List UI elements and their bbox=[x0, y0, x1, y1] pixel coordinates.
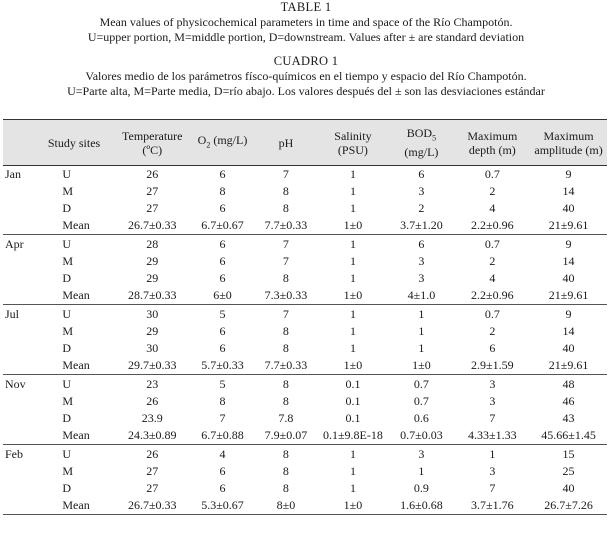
o2-cell: 6.7±0.88 bbox=[191, 427, 254, 445]
site-cell: M bbox=[62, 324, 74, 339]
table-row bbox=[3, 166, 607, 184]
amp-cell: 43 bbox=[562, 411, 575, 426]
temp-cell: 29 bbox=[146, 324, 159, 339]
depth-cell: 7 bbox=[489, 411, 496, 426]
amp-cell: 14 bbox=[562, 184, 575, 199]
amp-cell: 40 bbox=[562, 201, 575, 216]
table-row bbox=[3, 306, 607, 323]
mean-row bbox=[3, 217, 607, 235]
amp-cell: 15 bbox=[562, 447, 575, 462]
ph-cell: 7.7±0.33 bbox=[254, 357, 317, 375]
bod-cell: 0.7±0.03 bbox=[388, 427, 454, 445]
amp-cell: 21±9.61 bbox=[530, 217, 607, 235]
physicochemical-table bbox=[3, 119, 607, 515]
header-amplitude-unit: amplitude (m) bbox=[534, 142, 603, 157]
depth-cell: 3 bbox=[489, 394, 496, 409]
table-row bbox=[3, 270, 607, 287]
caption-en-line1: Mean values of physicochemical parameters in time and space of the Río Champotón. bbox=[99, 15, 513, 29]
temp-cell: 27 bbox=[146, 481, 159, 496]
site-cell: U bbox=[62, 237, 72, 252]
sal-cell: 1 bbox=[349, 341, 356, 356]
o2-cell: 6 bbox=[219, 464, 226, 479]
o2-cell: 6 bbox=[219, 254, 226, 269]
depth-cell: 7 bbox=[489, 481, 496, 496]
depth-cell: 6 bbox=[489, 341, 496, 356]
sal-cell: 1 bbox=[349, 307, 356, 322]
site-cell: U bbox=[62, 447, 72, 462]
caption-es-line1: Valores medio de los parámetros físco-químicos en el tiempo y espacio del Río Champotón. bbox=[85, 69, 527, 83]
amp-cell: 9 bbox=[565, 237, 572, 252]
header-temperature bbox=[114, 120, 191, 166]
o2-cell: 6 bbox=[219, 237, 226, 252]
header-salinity bbox=[318, 120, 389, 166]
sal-cell: 1 bbox=[349, 464, 356, 479]
temp-cell: 28.7±0.33 bbox=[114, 287, 191, 305]
ph-cell: 7.8 bbox=[278, 411, 294, 426]
bod-cell: 1 bbox=[418, 324, 425, 339]
table-row bbox=[3, 446, 607, 463]
ph-cell: 7 bbox=[282, 167, 289, 182]
header-depth-label: Maximum bbox=[467, 128, 518, 143]
amp-cell: 25 bbox=[562, 464, 575, 479]
site-cell: Mean bbox=[34, 427, 113, 445]
amp-cell: 9 bbox=[565, 307, 572, 322]
ph-cell: 7 bbox=[282, 254, 289, 269]
temp-cell: 23.9 bbox=[141, 411, 163, 426]
bod-cell: 0.9 bbox=[413, 481, 429, 496]
o2-cell: 6 bbox=[219, 341, 226, 356]
caption-english bbox=[0, 0, 612, 45]
o2-cell: 5.7±0.33 bbox=[191, 357, 254, 375]
header-max-depth bbox=[455, 120, 531, 166]
temp-cell: 24.3±0.89 bbox=[114, 427, 191, 445]
depth-cell: 2.2±0.96 bbox=[455, 217, 531, 235]
o2-cell: 6 bbox=[219, 324, 226, 339]
header-amplitude-label: Maximum bbox=[543, 128, 594, 143]
month-cell: Jan bbox=[5, 167, 21, 182]
month-cell bbox=[3, 480, 34, 497]
header-oxygen-unit: (mg/L) bbox=[210, 133, 248, 147]
site-cell: M bbox=[62, 464, 74, 479]
amp-cell: 14 bbox=[562, 254, 575, 269]
header-salinity-label: Salinity bbox=[334, 128, 372, 143]
depth-cell: 0.7 bbox=[484, 237, 500, 252]
header-month bbox=[3, 120, 34, 166]
o2-cell: 5 bbox=[219, 377, 226, 392]
month-cell bbox=[3, 323, 34, 340]
table-row bbox=[3, 236, 607, 253]
bod-cell: 2 bbox=[418, 201, 425, 216]
site-cell: Mean bbox=[34, 287, 113, 305]
bod-cell: 4±1.0 bbox=[388, 287, 454, 305]
sal-cell: 1 bbox=[349, 184, 356, 199]
bod-cell: 3.7±1.20 bbox=[388, 217, 454, 235]
mean-row bbox=[3, 357, 607, 375]
temp-cell: 26.7±0.33 bbox=[114, 497, 191, 515]
site-cell: M bbox=[62, 184, 74, 199]
o2-cell: 8 bbox=[219, 394, 226, 409]
temp-cell: 26 bbox=[146, 394, 159, 409]
month-cell bbox=[3, 270, 34, 287]
site-cell: U bbox=[62, 377, 72, 392]
ph-cell: 7.7±0.33 bbox=[254, 217, 317, 235]
header-depth-unit: depth (m) bbox=[468, 142, 516, 157]
bod-cell: 0.7 bbox=[413, 394, 429, 409]
temp-cell: 28 bbox=[146, 237, 159, 252]
table-row bbox=[3, 376, 607, 393]
amp-cell: 46 bbox=[562, 394, 575, 409]
depth-cell: 3.7±1.76 bbox=[455, 497, 531, 515]
temp-cell: 27 bbox=[146, 184, 159, 199]
o2-cell: 5 bbox=[219, 307, 226, 322]
amp-cell: 40 bbox=[562, 271, 575, 286]
ph-cell: 8±0 bbox=[254, 497, 317, 515]
amp-cell: 26.7±7.26 bbox=[530, 497, 607, 515]
month-cell bbox=[3, 287, 34, 305]
temp-cell: 29.7±0.33 bbox=[114, 357, 191, 375]
bod-cell: 3 bbox=[418, 271, 425, 286]
ph-cell: 7 bbox=[282, 307, 289, 322]
amp-cell: 14 bbox=[562, 324, 575, 339]
caption-es-line2: U=Parte alta, M=Parte media, D=río abajo. Los valores después del ± son las desviaciones estándar bbox=[67, 84, 545, 98]
depth-cell: 4.33±1.33 bbox=[455, 427, 531, 445]
temp-cell: 30 bbox=[146, 307, 159, 322]
bod-cell: 1 bbox=[418, 341, 425, 356]
mean-row bbox=[3, 427, 607, 445]
header-oxygen-label: O bbox=[197, 133, 207, 147]
month-cell bbox=[3, 357, 34, 375]
ph-cell: 8 bbox=[282, 394, 289, 409]
amp-cell: 40 bbox=[562, 341, 575, 356]
bod-cell: 1 bbox=[418, 307, 425, 322]
month-cell bbox=[3, 200, 34, 217]
o2-cell: 4 bbox=[219, 447, 226, 462]
temp-cell: 23 bbox=[146, 377, 159, 392]
mean-row bbox=[3, 287, 607, 305]
table-row bbox=[3, 480, 607, 497]
site-cell: M bbox=[62, 394, 74, 409]
ph-cell: 8 bbox=[282, 481, 289, 496]
header-bod-unit: (mg/L) bbox=[404, 145, 439, 160]
o2-cell: 7 bbox=[219, 411, 226, 426]
bod-cell: 1 bbox=[418, 464, 425, 479]
month-cell bbox=[3, 427, 34, 445]
depth-cell: 2 bbox=[489, 184, 496, 199]
sal-cell: 1 bbox=[349, 237, 356, 252]
month-cell bbox=[3, 183, 34, 200]
sal-cell: 1 bbox=[349, 167, 356, 182]
table-body bbox=[3, 166, 607, 515]
table-row bbox=[3, 200, 607, 217]
sal-cell: 0.1 bbox=[345, 377, 361, 392]
month-cell: Apr bbox=[5, 237, 24, 252]
caption-en-line2: U=upper portion, M=middle portion, D=downstream. Values after ± are standard deviation bbox=[87, 30, 525, 44]
sal-cell: 1 bbox=[349, 324, 356, 339]
table-row bbox=[3, 253, 607, 270]
sal-cell: 1 bbox=[349, 201, 356, 216]
depth-cell: 2.9±1.59 bbox=[455, 357, 531, 375]
sal-cell: 1±0 bbox=[318, 217, 389, 235]
site-cell: D bbox=[62, 271, 72, 286]
bod-cell: 6 bbox=[418, 237, 425, 252]
bod-cell: 3 bbox=[418, 254, 425, 269]
header-temperature-unit: (ºC) bbox=[142, 142, 163, 157]
depth-cell: 4 bbox=[489, 271, 496, 286]
temp-cell: 26 bbox=[146, 447, 159, 462]
table-row bbox=[3, 463, 607, 480]
ph-cell: 8 bbox=[282, 464, 289, 479]
month-cell bbox=[3, 497, 34, 515]
header-bod-label: BOD bbox=[406, 126, 433, 140]
temp-cell: 29 bbox=[146, 254, 159, 269]
site-cell: U bbox=[62, 167, 72, 182]
ph-cell: 7 bbox=[282, 237, 289, 252]
temp-cell: 27 bbox=[146, 201, 159, 216]
depth-cell: 2 bbox=[489, 254, 496, 269]
depth-cell: 3 bbox=[489, 464, 496, 479]
table-row bbox=[3, 410, 607, 427]
table-title-en: TABLE 1 bbox=[280, 0, 332, 14]
sal-value: 0.1±9.8E-18 bbox=[322, 428, 383, 443]
site-cell: Mean bbox=[34, 357, 113, 375]
header-bod-sub: 5 bbox=[432, 133, 437, 143]
depth-cell: 2 bbox=[489, 324, 496, 339]
temp-cell: 26.7±0.33 bbox=[114, 217, 191, 235]
o2-cell: 6 bbox=[219, 167, 226, 182]
month-cell bbox=[3, 340, 34, 357]
amp-cell: 21±9.61 bbox=[530, 287, 607, 305]
temp-cell: 29 bbox=[146, 271, 159, 286]
sal-cell: 1 bbox=[349, 254, 356, 269]
site-cell: Mean bbox=[34, 217, 113, 235]
ph-cell: 8 bbox=[282, 447, 289, 462]
header-oxygen bbox=[191, 120, 254, 166]
table-row bbox=[3, 340, 607, 357]
sal-cell: 1±0 bbox=[318, 497, 389, 515]
depth-cell: 1 bbox=[489, 447, 496, 462]
month-cell bbox=[3, 217, 34, 235]
ph-cell: 8 bbox=[282, 201, 289, 216]
header-study-sites: Study sites bbox=[34, 120, 113, 166]
table-row bbox=[3, 393, 607, 410]
site-cell: D bbox=[62, 411, 72, 426]
ph-cell: 8 bbox=[282, 184, 289, 199]
sal-cell: 0.1 bbox=[345, 411, 361, 426]
depth-cell: 3 bbox=[489, 377, 496, 392]
header-salinity-unit: (PSU) bbox=[337, 142, 368, 157]
site-cell: D bbox=[62, 481, 72, 496]
month-cell bbox=[3, 410, 34, 427]
ph-cell: 8 bbox=[282, 377, 289, 392]
sal-cell: 1 bbox=[349, 481, 356, 496]
site-cell: D bbox=[62, 201, 72, 216]
bod-cell: 0.7 bbox=[413, 377, 429, 392]
sal-cell: 1 bbox=[349, 447, 356, 462]
bod-cell: 6 bbox=[418, 167, 425, 182]
temp-cell: 26 bbox=[146, 167, 159, 182]
sal-cell bbox=[318, 427, 389, 445]
month-cell bbox=[3, 463, 34, 480]
bod-cell: 1±0 bbox=[388, 357, 454, 375]
bod-cell: 1.6±0.68 bbox=[388, 497, 454, 515]
site-cell: Mean bbox=[34, 497, 113, 515]
site-cell: D bbox=[62, 341, 72, 356]
o2-cell: 6 bbox=[219, 481, 226, 496]
mean-row bbox=[3, 497, 607, 515]
header-temperature-label: Temperature bbox=[122, 128, 183, 143]
bod-cell: 0.6 bbox=[413, 411, 429, 426]
table-header bbox=[3, 120, 607, 166]
sal-cell: 1 bbox=[349, 271, 356, 286]
month-cell: Feb bbox=[5, 447, 23, 462]
o2-cell: 6 bbox=[219, 201, 226, 216]
table-row bbox=[3, 323, 607, 340]
temp-cell: 30 bbox=[146, 341, 159, 356]
amp-cell: 40 bbox=[562, 481, 575, 496]
table-title-es: CUADRO 1 bbox=[273, 54, 339, 68]
header-row bbox=[3, 120, 607, 166]
header-ph: pH bbox=[254, 120, 317, 166]
ph-cell: 8 bbox=[282, 271, 289, 286]
header-oxygen-sub: 2 bbox=[206, 140, 211, 150]
o2-cell: 6±0 bbox=[191, 287, 254, 305]
ph-cell: 8 bbox=[282, 324, 289, 339]
site-cell: U bbox=[62, 307, 72, 322]
site-cell: M bbox=[62, 254, 74, 269]
o2-cell: 6 bbox=[219, 271, 226, 286]
header-max-amplitude bbox=[530, 120, 607, 166]
caption-spanish bbox=[0, 45, 612, 99]
depth-cell: 2.2±0.96 bbox=[455, 287, 531, 305]
bod-cell: 3 bbox=[418, 184, 425, 199]
ph-cell: 8 bbox=[282, 341, 289, 356]
temp-cell: 27 bbox=[146, 464, 159, 479]
ph-cell: 7.9±0.07 bbox=[254, 427, 317, 445]
month-cell: Jul bbox=[5, 307, 20, 322]
month-cell bbox=[3, 393, 34, 410]
amp-cell: 21±9.61 bbox=[530, 357, 607, 375]
header-bod bbox=[388, 120, 454, 166]
month-cell bbox=[3, 253, 34, 270]
depth-cell: 4 bbox=[489, 201, 496, 216]
sal-cell: 1±0 bbox=[318, 357, 389, 375]
amp-cell: 48 bbox=[562, 377, 575, 392]
sal-cell: 0.1 bbox=[345, 394, 361, 409]
amp-cell: 45.66±1.45 bbox=[530, 427, 607, 445]
o2-cell: 5.3±0.67 bbox=[191, 497, 254, 515]
depth-cell: 0.7 bbox=[484, 307, 500, 322]
o2-cell: 8 bbox=[219, 184, 226, 199]
depth-cell: 0.7 bbox=[484, 167, 500, 182]
ph-cell: 7.3±0.33 bbox=[254, 287, 317, 305]
bod-cell: 3 bbox=[418, 447, 425, 462]
amp-cell: 9 bbox=[565, 167, 572, 182]
o2-cell: 6.7±0.67 bbox=[191, 217, 254, 235]
month-cell: Nov bbox=[5, 377, 26, 392]
sal-cell: 1±0 bbox=[318, 287, 389, 305]
table-row bbox=[3, 183, 607, 200]
